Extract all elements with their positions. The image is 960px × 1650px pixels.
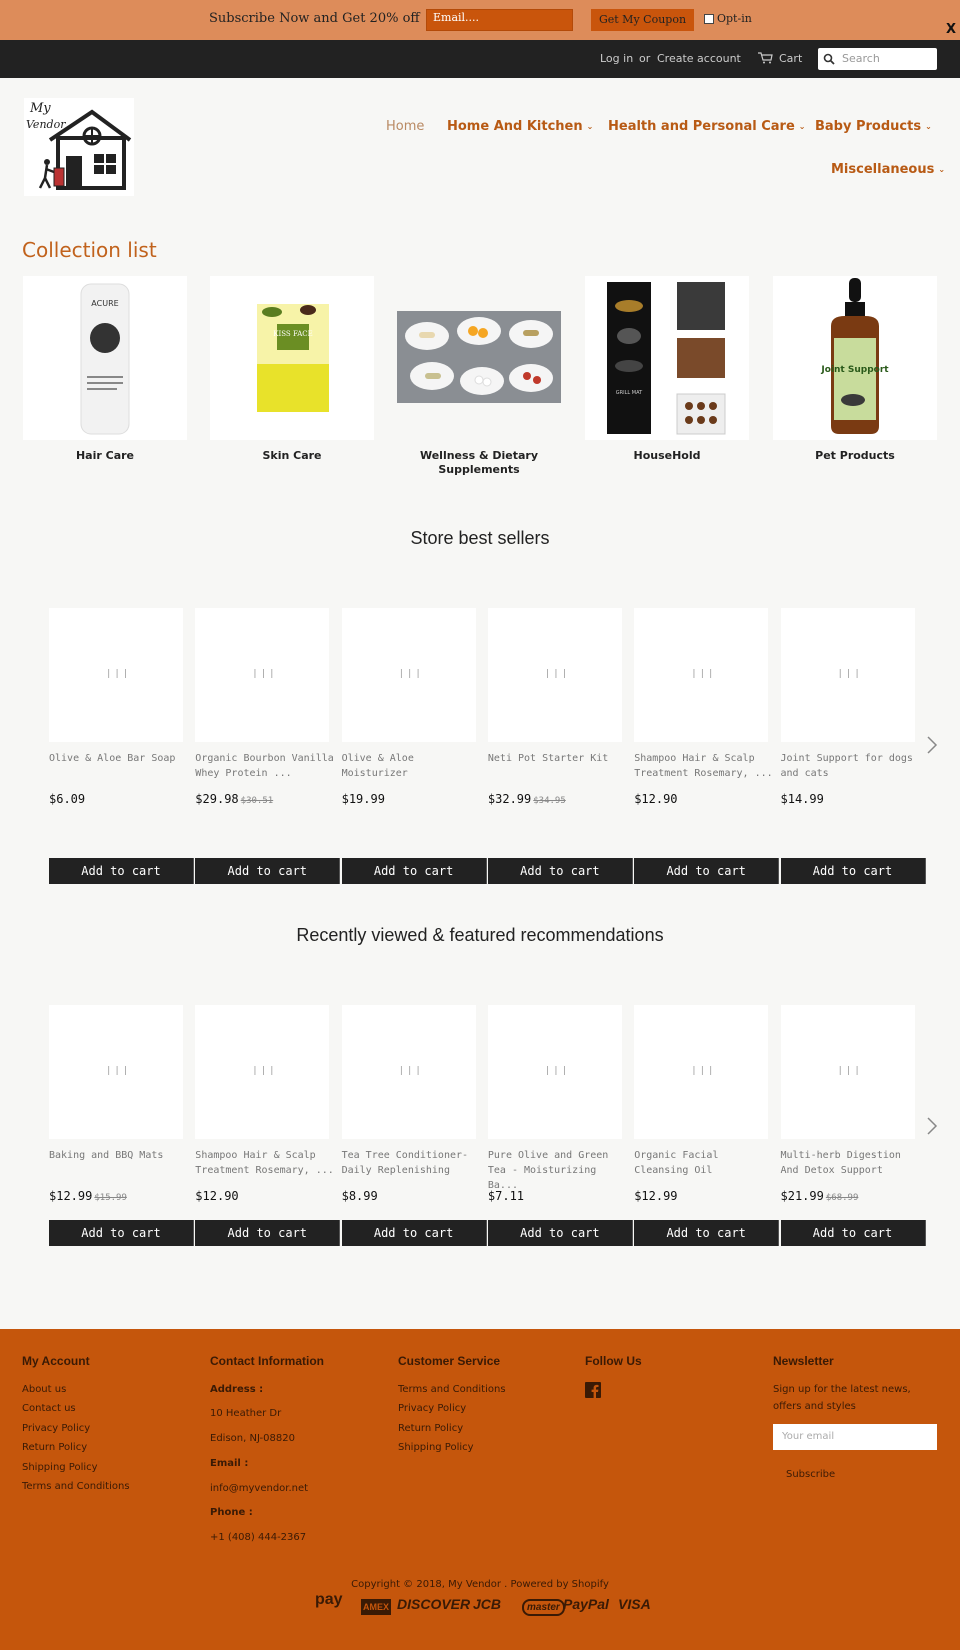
nav-baby-products[interactable] bbox=[815, 119, 932, 134]
price-compare: $30.51 bbox=[240, 796, 274, 806]
nav-label: Home And Kitchen bbox=[447, 119, 583, 134]
top-bar bbox=[0, 40, 960, 78]
nav-miscellaneous[interactable] bbox=[831, 162, 945, 177]
add-to-cart-button[interactable]: Add to cart bbox=[781, 1220, 926, 1246]
search-placeholder: Search bbox=[842, 52, 880, 65]
nav-health-personal-care[interactable] bbox=[608, 119, 805, 134]
promo-text: Subscribe Now and Get 20% off bbox=[209, 11, 420, 26]
image-placeholder-icon: ||| bbox=[691, 669, 717, 679]
newsletter-text: Sign up for the latest news, bbox=[773, 1384, 911, 1395]
product-image[interactable] bbox=[195, 608, 329, 742]
cart-icon[interactable] bbox=[758, 52, 773, 64]
product-name[interactable]: Tea Tree Conditioner- Daily Replenishing bbox=[341, 1150, 469, 1176]
collection-pet-products[interactable] bbox=[773, 276, 937, 463]
grill-mat-text: GRILL MAT bbox=[615, 390, 643, 396]
collection-image[interactable] bbox=[585, 276, 749, 440]
add-to-cart-button[interactable]: Add to cart bbox=[49, 858, 194, 884]
product-name[interactable]: Shampoo Hair & Scalp Treatment Rosemary, ... bbox=[634, 753, 773, 779]
add-to-cart-button[interactable]: Add to cart bbox=[488, 858, 633, 884]
chevron-right-icon[interactable] bbox=[926, 1116, 938, 1136]
add-to-cart-button[interactable]: Add to cart bbox=[195, 858, 340, 884]
price-current: $6.09 bbox=[49, 792, 86, 806]
promo-email-input[interactable]: Email.... bbox=[426, 9, 573, 31]
product-price bbox=[195, 792, 273, 806]
product-price bbox=[488, 792, 566, 806]
image-placeholder-icon: ||| bbox=[544, 1066, 571, 1076]
image-placeholder-icon: ||| bbox=[544, 669, 571, 679]
collection-household[interactable] bbox=[585, 276, 749, 463]
discover-icon: DISCOVER bbox=[397, 1596, 471, 1612]
product-name[interactable]: Neti Pot Starter Kit bbox=[487, 753, 609, 764]
product-image[interactable] bbox=[488, 608, 622, 742]
image-placeholder-icon: ||| bbox=[398, 669, 424, 679]
create-account-link[interactable]: Create account bbox=[657, 52, 741, 65]
footer bbox=[0, 1329, 960, 1650]
chevron-right-icon[interactable] bbox=[926, 735, 938, 755]
price-compare: $68.99 bbox=[825, 1193, 859, 1203]
email-label: Email : bbox=[210, 1458, 249, 1469]
amex-icon: AMEX bbox=[361, 1599, 391, 1615]
paypal-icon: PayPal bbox=[563, 1596, 609, 1612]
jcb-icon: JCB bbox=[473, 1596, 502, 1612]
facebook-icon[interactable] bbox=[585, 1382, 601, 1398]
product-image[interactable] bbox=[781, 608, 915, 742]
product-name[interactable]: Joint Support for dogs and cats bbox=[780, 753, 913, 779]
product-image[interactable] bbox=[781, 1005, 915, 1139]
price-current: $12.99 bbox=[634, 1189, 678, 1203]
collection-label[interactable]: Wellness & Dietary Supplements bbox=[419, 449, 539, 476]
price-current: $14.99 bbox=[780, 792, 824, 806]
subscribe-button[interactable]: Subscribe bbox=[786, 1469, 836, 1480]
address-label: Address : bbox=[210, 1384, 264, 1395]
promo-bar bbox=[0, 0, 960, 40]
visa-icon: VISA bbox=[618, 1596, 651, 1612]
add-to-cart-button[interactable]: Add to cart bbox=[634, 858, 779, 884]
collection-skin-care[interactable] bbox=[210, 276, 374, 463]
product-name[interactable]: Pure Olive and Green Tea - Moisturizing Ba... bbox=[487, 1150, 609, 1191]
price-current: $8.99 bbox=[341, 1189, 378, 1203]
footer-follow-title: Follow Us bbox=[585, 1354, 642, 1368]
add-to-cart-button[interactable]: Add to cart bbox=[342, 858, 487, 884]
nav-label: Miscellaneous bbox=[831, 162, 935, 177]
image-placeholder-icon: ||| bbox=[252, 1066, 278, 1076]
product-image[interactable] bbox=[342, 608, 476, 742]
mastercard-icon: master bbox=[522, 1599, 565, 1616]
image-placeholder-icon: ||| bbox=[106, 669, 132, 679]
product-image[interactable] bbox=[49, 608, 183, 742]
product-price bbox=[49, 1189, 127, 1203]
price-current: $21.99 bbox=[780, 1189, 824, 1203]
newsletter-text: offers and styles bbox=[773, 1401, 856, 1412]
collection-label[interactable]: Hair Care bbox=[75, 449, 135, 462]
login-link[interactable]: Log in bbox=[600, 52, 634, 65]
product-name[interactable]: Shampoo Hair & Scalp Treatment Rosemary, ... bbox=[195, 1150, 334, 1176]
dropper-bottle-icon bbox=[773, 276, 937, 440]
footer-service-title: Customer Service bbox=[398, 1354, 501, 1368]
footer-link-terms[interactable]: Terms and Conditions bbox=[22, 1481, 130, 1492]
footer-link-about[interactable]: About us bbox=[22, 1384, 67, 1395]
logo-text-vendor: Vendor bbox=[26, 118, 66, 131]
image-placeholder-icon: ||| bbox=[398, 1066, 424, 1076]
product-name[interactable]: Multi-herb Digestion And Detox Support bbox=[780, 1150, 901, 1176]
chevron-down-icon: ⌄ bbox=[586, 122, 594, 131]
image-placeholder-icon: ||| bbox=[837, 1066, 863, 1076]
footer-link-contact[interactable]: Contact us bbox=[22, 1403, 76, 1414]
image-placeholder-icon: ||| bbox=[691, 1066, 717, 1076]
add-to-cart-button[interactable]: Add to cart bbox=[488, 1220, 633, 1246]
site-logo[interactable] bbox=[24, 98, 134, 196]
footer-account-title: My Account bbox=[22, 1354, 90, 1368]
collection-list-title: Collection list bbox=[22, 238, 157, 262]
or-text: or bbox=[639, 52, 651, 65]
price-compare: $15.99 bbox=[94, 1193, 127, 1203]
address-line1: 10 Heather Dr bbox=[210, 1408, 282, 1419]
product-name[interactable]: Organic Facial Cleansing Oil bbox=[634, 1150, 719, 1176]
search-icon bbox=[823, 53, 835, 65]
get-coupon-button[interactable]: Get My Coupon bbox=[591, 9, 694, 31]
footer-link-return[interactable]: Return Policy bbox=[22, 1442, 88, 1453]
product-name[interactable]: Olive & Aloe Bar Soap bbox=[49, 753, 176, 764]
supplements-icon bbox=[397, 276, 561, 440]
amazon-pay-icon: pay bbox=[315, 1591, 343, 1608]
collection-image[interactable] bbox=[23, 276, 187, 440]
product-price bbox=[781, 1189, 859, 1203]
footer-link-terms[interactable]: Terms and Conditions bbox=[398, 1384, 506, 1395]
shampoo-bottle-icon bbox=[23, 276, 187, 440]
soap-brand: KISS FACE bbox=[273, 330, 313, 338]
product-price bbox=[634, 792, 679, 806]
product-image[interactable] bbox=[488, 1005, 622, 1139]
footer-link-return[interactable]: Return Policy bbox=[398, 1423, 464, 1434]
nav-label: Baby Products bbox=[815, 119, 922, 134]
nav-home-label: Home bbox=[386, 119, 425, 134]
copyright: Copyright © 2018, My Vendor . Powered by Shopify bbox=[351, 1579, 609, 1590]
product-price bbox=[488, 1189, 526, 1203]
grill-mat-icon bbox=[585, 276, 749, 440]
footer-link-shipping[interactable]: Shipping Policy bbox=[398, 1442, 474, 1453]
footer-link-privacy[interactable]: Privacy Policy bbox=[398, 1403, 467, 1414]
add-to-cart-button[interactable]: Add to cart bbox=[634, 1220, 779, 1246]
price-current: $19.99 bbox=[341, 792, 385, 806]
dropper-label: Joint Support bbox=[821, 365, 889, 375]
price-current: $29.98 bbox=[195, 792, 239, 806]
price-current: $12.90 bbox=[634, 792, 678, 806]
price-current: $7.11 bbox=[487, 1189, 525, 1203]
collection-image[interactable] bbox=[773, 276, 937, 440]
nav-home-and-kitchen[interactable] bbox=[447, 119, 593, 134]
collection-label[interactable]: Skin Care bbox=[262, 449, 322, 462]
house-logo-icon bbox=[24, 98, 134, 196]
collection-wellness[interactable] bbox=[397, 276, 561, 477]
product-image[interactable] bbox=[634, 1005, 768, 1139]
search-input[interactable] bbox=[818, 48, 937, 70]
product-image[interactable] bbox=[634, 608, 768, 742]
price-compare: $34.95 bbox=[533, 796, 566, 806]
product-price bbox=[781, 792, 826, 806]
footer-newsletter-title: Newsletter bbox=[773, 1354, 834, 1368]
footer-link-privacy[interactable]: Privacy Policy bbox=[22, 1423, 91, 1434]
product-image[interactable] bbox=[342, 1005, 476, 1139]
collection-hair-care[interactable] bbox=[23, 276, 187, 463]
add-to-cart-button[interactable]: Add to cart bbox=[342, 1220, 487, 1246]
add-to-cart-button[interactable]: Add to cart bbox=[195, 1220, 340, 1246]
product-name[interactable]: Olive & Aloe Moisturizer bbox=[341, 753, 414, 779]
price-current: $12.90 bbox=[195, 1189, 239, 1203]
add-to-cart-button[interactable]: Add to cart bbox=[781, 858, 926, 884]
product-price bbox=[342, 1189, 380, 1203]
price-current: $32.99 bbox=[487, 792, 532, 806]
footer-contact-title: Contact Information bbox=[210, 1354, 324, 1368]
logo-text-my: My bbox=[30, 101, 51, 116]
nav-label: Health and Personal Care bbox=[608, 119, 795, 134]
product-price bbox=[342, 792, 387, 806]
product-image[interactable] bbox=[49, 1005, 183, 1139]
optin-checkbox[interactable] bbox=[704, 12, 752, 25]
image-placeholder-icon: ||| bbox=[106, 1066, 132, 1076]
collection-image[interactable] bbox=[210, 276, 374, 440]
email-link[interactable]: info@myvendor.net bbox=[210, 1483, 309, 1494]
recommendations-title: Recently viewed & featured recommendations bbox=[296, 925, 664, 945]
checkbox-icon[interactable] bbox=[704, 14, 714, 24]
collection-label[interactable]: Pet Products bbox=[815, 449, 895, 462]
chevron-down-icon: ⌄ bbox=[798, 122, 806, 131]
cart-link[interactable]: Cart bbox=[779, 52, 803, 65]
product-price bbox=[49, 792, 87, 806]
product-price bbox=[634, 1189, 679, 1203]
nav-home[interactable] bbox=[386, 119, 424, 134]
product-name[interactable]: Baking and BBQ Mats bbox=[49, 1150, 164, 1161]
price-current: $12.99 bbox=[49, 1189, 93, 1203]
product-name[interactable]: Organic Bourbon Vanilla Whey Protein ... bbox=[195, 753, 334, 779]
image-placeholder-icon: ||| bbox=[252, 669, 278, 679]
phone-label: Phone : bbox=[210, 1507, 253, 1518]
chevron-down-icon: ⌄ bbox=[925, 122, 932, 131]
collection-image[interactable] bbox=[397, 276, 561, 440]
add-to-cart-button[interactable]: Add to cart bbox=[49, 1220, 194, 1246]
address-line2: Edison, NJ-08820 bbox=[210, 1433, 295, 1444]
optin-label: Opt-in bbox=[717, 12, 752, 25]
soap-box-icon bbox=[210, 276, 374, 440]
collection-label[interactable]: HouseHold bbox=[633, 449, 701, 462]
bottle-brand: ACURE bbox=[91, 299, 119, 308]
chevron-down-icon: ⌄ bbox=[938, 165, 946, 174]
footer-link-shipping[interactable]: Shipping Policy bbox=[22, 1462, 98, 1473]
phone-number[interactable]: +1 (408) 444-2367 bbox=[210, 1532, 307, 1543]
best-sellers-title: Store best sellers bbox=[410, 528, 550, 548]
image-placeholder-icon: ||| bbox=[837, 669, 863, 679]
product-image[interactable] bbox=[195, 1005, 329, 1139]
product-price bbox=[195, 1189, 240, 1203]
newsletter-email-input[interactable]: Your email bbox=[773, 1424, 937, 1450]
close-promo-button[interactable]: X bbox=[946, 22, 957, 37]
